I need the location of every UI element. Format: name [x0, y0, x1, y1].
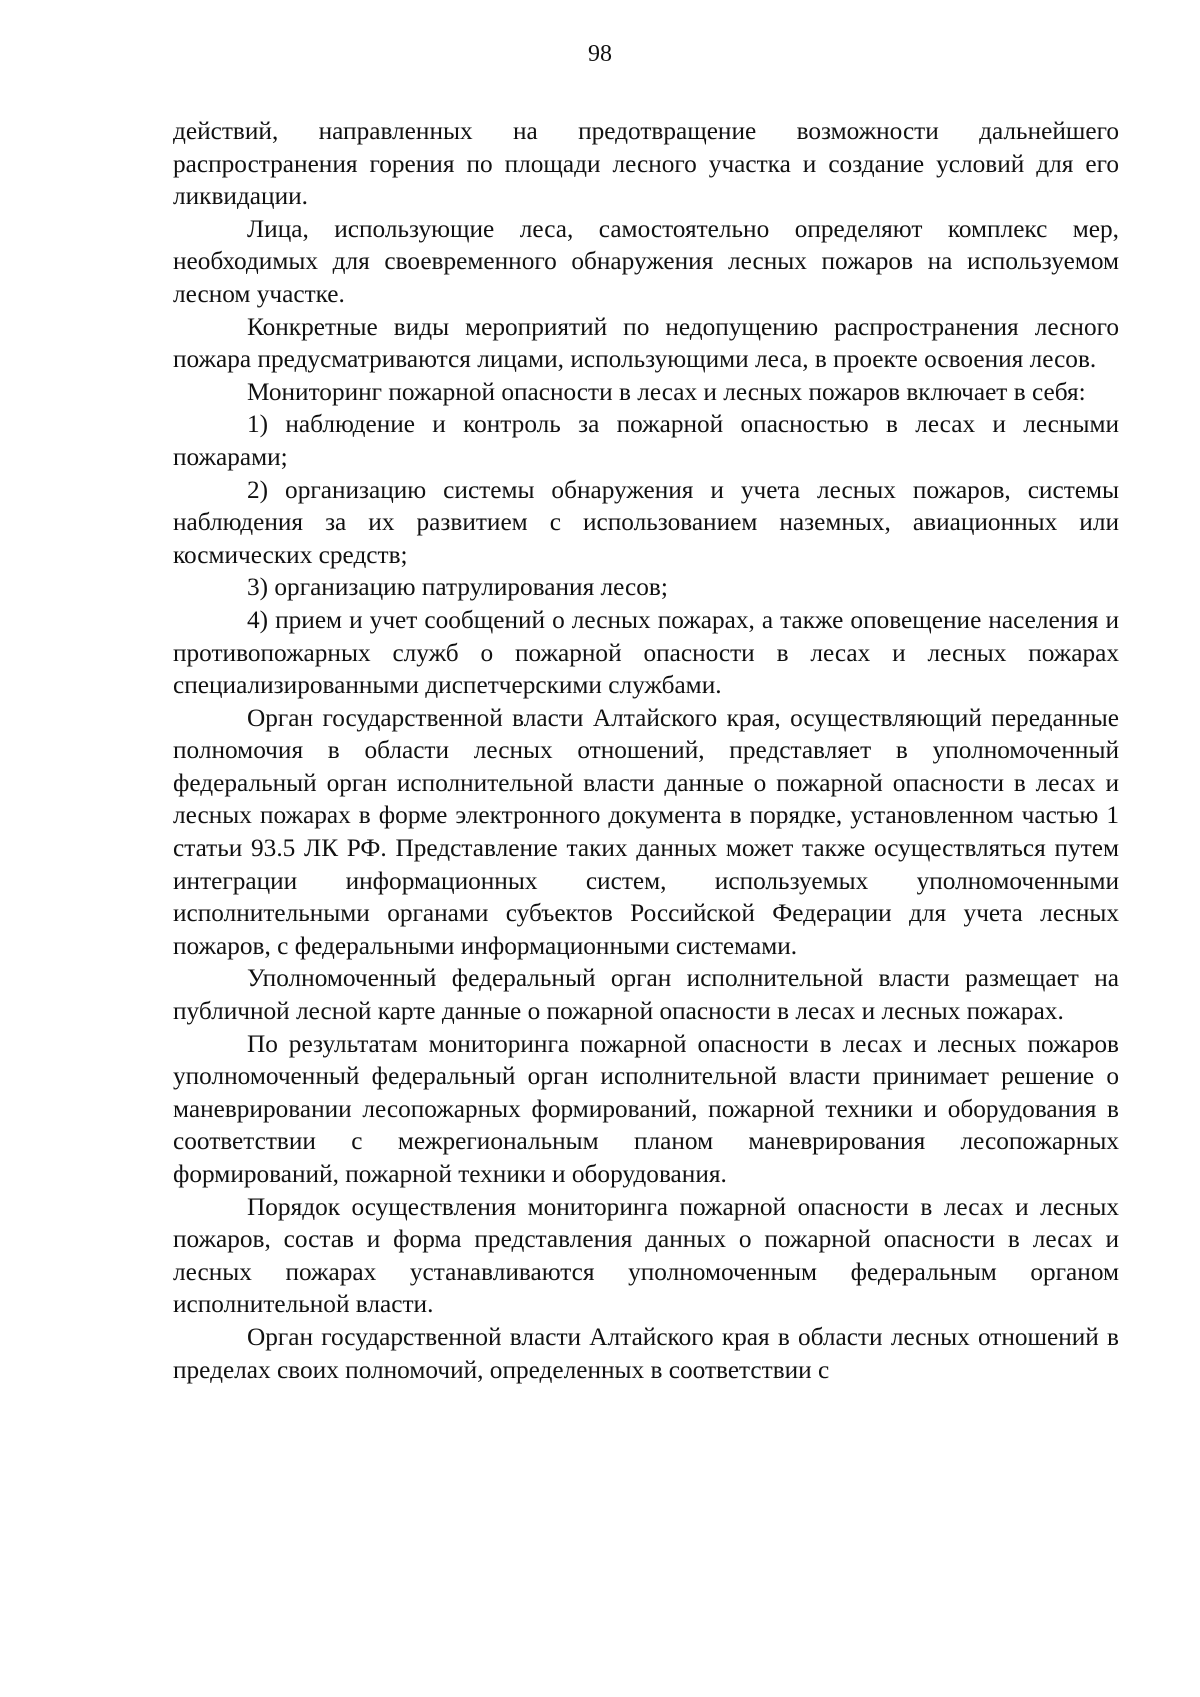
paragraph-maneuvering: По результатам мониторинга пожарной опасности в лесах и лесных пожаров уполномоченный федеральный орган исполнительной власти принимает решение о маневрировании лесопожарных формирований, пожарной техники и оборудования в соответствии с межрегиональным планом маневрирования лесопожарных формирований, пожарной техники и оборудования. [173, 1029, 1119, 1188]
paragraph-public-map: Уполномоченный федеральный орган исполнительной власти размещает на публичной лесной карте данные о пожарной опасности в лесах и лесных пожарах. [173, 964, 1119, 1026]
paragraph-procedure: Порядок осуществления мониторинга пожарной опасности в лесах и лесных пожаров, состав и форма представления данных о пожарной опасности в лесах и лесных пожарах устанавливаются уполномоченным федеральным органом исполнительной власти. [173, 1192, 1119, 1319]
paragraph-specific-measures: Конкретные виды мероприятий по недопущению распространения лесного пожара предусматриваются лицами, использующими леса, в проекте освоения лесов. [173, 312, 1119, 374]
page-body [173, 115, 1119, 1386]
list-item-1: 1) наблюдение и контроль за пожарной опасностью в лесах и лесными пожарами; [173, 410, 1119, 471]
paragraph-monitoring-intro: Мониторинг пожарной опасности в лесах и лесных пожаров включает в себя: [247, 377, 1086, 406]
paragraph-regional-powers: Орган государственной власти Алтайского края в области лесных отношений в пределах своих полномочий, определенных в соответствии с [173, 1322, 1119, 1384]
paragraph-continuation: действий, направленных на предотвращение возможности дальнейшего распространения горения по площади лесного участка и создание условий для его ликвидации. [173, 117, 1119, 211]
list-item-3: 3) организацию патрулирования лесов; [247, 573, 668, 602]
list-item-4: 4) прием и учет сообщений о лесных пожарах, а также оповещение населения и противопожарных служб о пожарной опасности в лесах и лесных пожарах специализированными диспетчерскими службами. [173, 605, 1119, 700]
paragraph-regional-authority: Орган государственной власти Алтайского края, осуществляющий переданные полномочия в области лесных отношений, представляет в уполномоченный федеральный орган исполнительной власти данные о пожарной опасности в лесах и лесных пожарах в форме электронного документа в порядке, установленном частью 1 статьи 93.5 ЛК РФ. Представление таких данных может также осуществляться путем интеграции информационных систем, используемых уполномоченными исполнительными органами субъектов Российской Федерации для учета лесных пожаров, с федеральными информационными системами. [173, 703, 1119, 960]
paragraph-forest-users: Лица, использующие леса, самостоятельно определяют комплекс мер, необходимых для своевременного обнаружения лесных пожаров на используемом лесном участке. [173, 214, 1119, 308]
list-item-2: 2) организацию системы обнаружения и учета лесных пожаров, системы наблюдения за их развитием с использованием наземных, авиационных или космических средств; [173, 475, 1119, 569]
page-number: 98 [588, 41, 612, 67]
